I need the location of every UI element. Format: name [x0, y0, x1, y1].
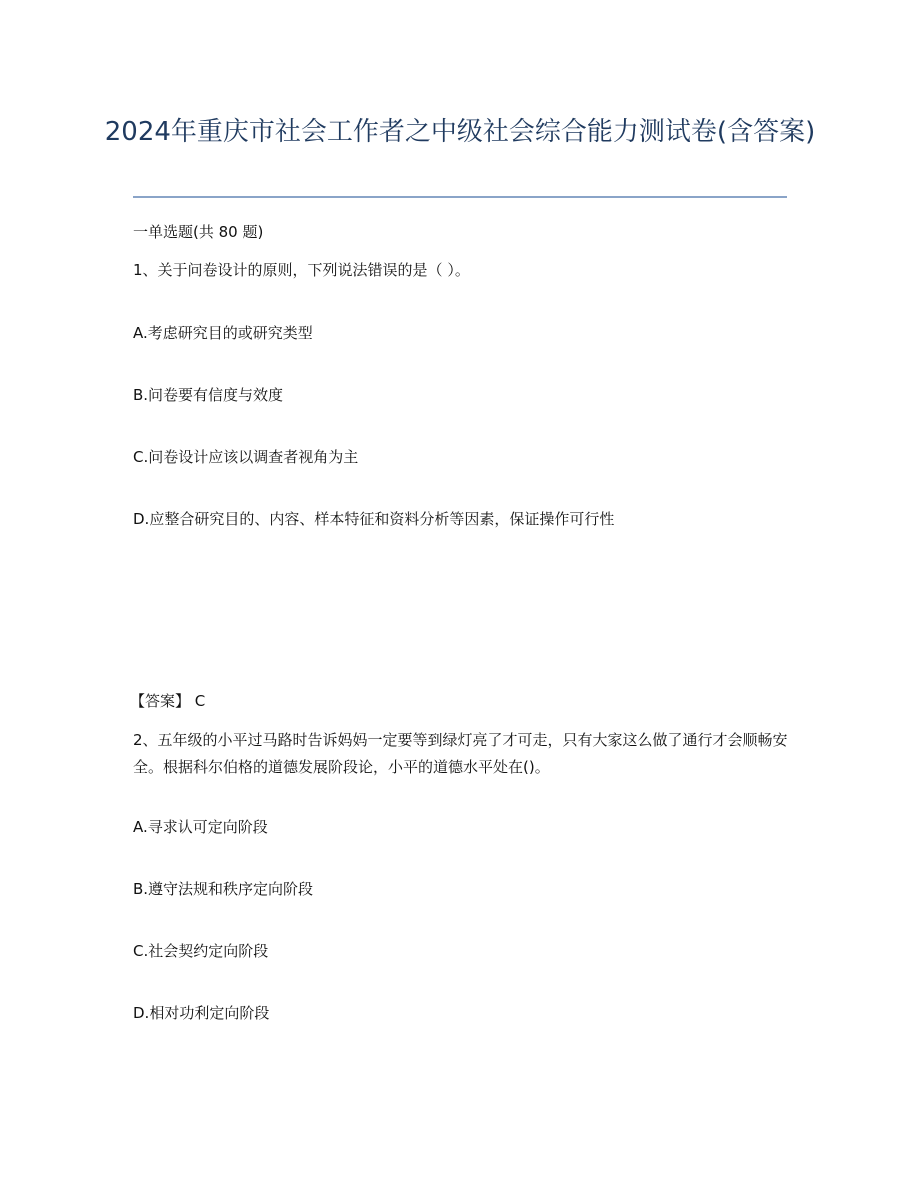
question-1-option-b: B.问卷要有信度与效度	[133, 386, 284, 404]
question-2-option-b: B.遵守法规和秩序定向阶段	[133, 880, 314, 898]
question-1-option-c: C.问卷设计应该以调查者视角为主	[133, 448, 359, 466]
question-1-stem: 1、关于问卷设计的原则，下列说法错误的是（ ）。	[133, 261, 470, 279]
document-title: 2024年重庆市社会工作者之中级社会综合能力测试卷(含答案)	[104, 117, 816, 147]
question-1-option-a: A.考虑研究目的或研究类型	[133, 324, 313, 342]
question-2-option-c: C.社会契约定向阶段	[133, 942, 269, 960]
title-divider	[133, 196, 787, 198]
section-heading: 一单选题(共 80 题)	[133, 223, 264, 241]
question-1-option-d: D.应整合研究目的、内容、样本特征和资料分析等因素，保证操作可行性	[133, 510, 615, 528]
question-1-answer: 【答案】 C	[130, 692, 206, 710]
question-2-stem: 2、五年级的小平过马路时告诉妈妈一定要等到绿灯亮了才可走，只有大家这么做了通行才会顺畅安全。根据科尔伯格的道德发展阶段论，小平的道德水平处在()。	[133, 731, 788, 776]
question-2-option-d: D.相对功利定向阶段	[133, 1004, 270, 1022]
question-2-option-a: A.寻求认可定向阶段	[133, 818, 268, 836]
